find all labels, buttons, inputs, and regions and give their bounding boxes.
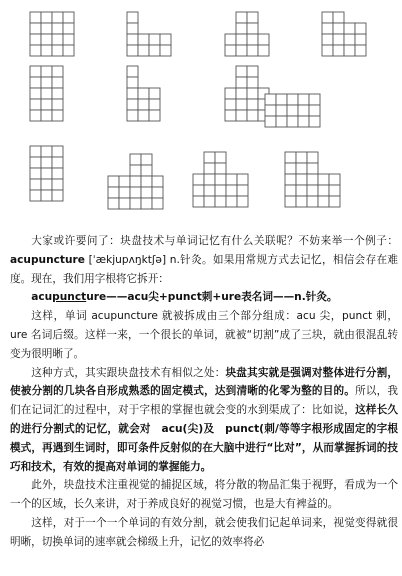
paragraph-2: 这样，单词 acupuncture 就被拆成由三个部分组成：acu 尖，punct 刺，ure 名词后缀。这样一来，一个很长的单词，就被“切割”成了三块，就由很混乱转变为很明晰了。 [10,310,398,360]
grid-cell [41,23,52,34]
grid-cell [285,174,296,185]
grid-cell [322,34,333,45]
grid-cell [30,179,41,190]
grid-cell [130,165,141,176]
grid-cell [204,196,215,207]
grid-cell [329,174,340,185]
grid-cell [296,174,307,185]
grid-cell [296,196,307,207]
grid-cell [41,179,52,190]
grid-cell [30,66,41,77]
grid-cell [355,34,366,45]
grid-cell [52,34,63,45]
formula-line [10,288,398,307]
block-shape-1 [30,12,74,56]
grid-cell [52,190,63,201]
grid-cell [41,34,52,45]
block-shape-9 [30,146,63,201]
grid-cell [52,99,63,110]
grid-cell [265,94,276,105]
grid-cell [329,196,340,207]
grid-cell [138,99,149,110]
grid-cell [236,110,247,121]
formula-rest: ——acu尖+punct刺+ure表名词——n.针灸。 [106,291,338,304]
grid-cell [287,116,298,127]
grid-cell [307,163,318,174]
grid-cell [119,187,130,198]
grid-cell [237,196,248,207]
grid-cell [225,99,236,110]
p1-text: 大家或许要问了：块盘技术与单词记忆有什么关联呢？不妨来举一个例子： [31,235,398,247]
grid-cell [63,12,74,23]
grid-cell [247,110,258,121]
grid-cell [285,163,296,174]
formula-acu: acu [31,291,53,304]
grid-cell [130,187,141,198]
grid-cell [52,157,63,168]
grid-cell [237,185,248,196]
grid-cell [247,99,258,110]
grid-cell [52,23,63,34]
grid-cell [52,66,63,77]
paragraph-1 [10,232,398,288]
grid-cell [63,23,74,34]
grid-cell [287,105,298,116]
grid-cell [127,110,138,121]
grid-cell [247,77,258,88]
grid-cell [215,163,226,174]
grid-cell [276,116,287,127]
grid-cell [130,176,141,187]
grid-cell [52,168,63,179]
block-shape-3 [225,12,269,56]
grid-cell [236,34,247,45]
grid-cell [30,45,41,56]
grid-cell [329,185,340,196]
grid-cell [63,34,74,45]
grid-cell [318,196,329,207]
grid-cell [30,88,41,99]
grid-cell [141,154,152,165]
grid-cell [30,168,41,179]
grid-cell [41,110,52,121]
grid-cell [236,66,247,77]
grid-cell [193,196,204,207]
grid-cell [193,174,204,185]
grid-cell [52,110,63,121]
grid-cell [108,187,119,198]
grid-cell [333,34,344,45]
paragraph-4: 此外，块盘技术注重视觉的捕捉区域，将分散的物品汇集于视野，看成为一个一个的区域，长久来讲，对于养成良好的视觉习惯，也是大有裨益的。 [10,479,398,511]
grid-cell [52,146,63,157]
grid-cell [296,152,307,163]
grid-cell [225,88,236,99]
block-shape-5 [30,66,63,121]
grid-cell [322,45,333,56]
grid-cell [236,45,247,56]
grid-cell [127,45,138,56]
grid-cell [225,34,236,45]
grid-cell [236,23,247,34]
grid-cell [138,88,149,99]
grid-cell [149,45,160,56]
grid-cell [149,34,160,45]
grid-cell [141,198,152,209]
grid-cell [322,23,333,34]
grid-cell [41,168,52,179]
grid-cell [237,174,248,185]
paragraph-3 [10,364,398,477]
grid-cell [307,152,318,163]
grid-cell [344,34,355,45]
grid-cell [215,196,226,207]
grid-cell [276,94,287,105]
grid-cell [41,157,52,168]
grid-cell [30,157,41,168]
grid-cell [52,179,63,190]
grid-cell [333,23,344,34]
grid-cell [355,23,366,34]
grid-cell [225,110,236,121]
p1-rest: n.针灸。如果用常规方式去记忆，相信会存在难度。现在，我们用字根将它拆开： [10,253,398,285]
grid-cell [322,12,333,23]
grid-cell [30,110,41,121]
grid-cell [355,45,366,56]
grid-cell [247,23,258,34]
grid-cell [30,12,41,23]
formula-ure: ure [86,291,107,304]
grid-cell [236,12,247,23]
grid-cell [296,163,307,174]
grid-cell [127,99,138,110]
block-shape-6 [127,66,160,121]
grid-cell [152,187,163,198]
grid-cell [307,174,318,185]
grid-cell [333,45,344,56]
p1-ipa: [ˈækjupʌŋktʃə] [88,253,167,266]
grid-cell [247,88,258,99]
block-shapes-figure [0,0,402,222]
grid-cell [204,163,215,174]
grid-cell [215,174,226,185]
grid-cell [215,152,226,163]
article-body [10,232,398,552]
block-shape-7 [225,66,269,121]
p3-d: 这样长久的进行分割式的记忆，就会对 acu(尖)及 punct(刺/等等字根形成固定的字根模式，再遇到生词时，即可条件反射似的在大脑中进行“比对”，从而掌握拆词的技巧和技术，有效的提高对单词的掌握能力。 [10,404,399,473]
grid-cell [52,45,63,56]
grid-cell [285,152,296,163]
grid-cell [41,66,52,77]
grid-cell [127,34,138,45]
grid-cell [160,34,171,45]
grid-cell [287,94,298,105]
grid-cell [119,176,130,187]
grid-cell [127,88,138,99]
grid-cell [149,88,160,99]
grid-cell [225,45,236,56]
grid-cell [276,105,287,116]
grid-cell [30,77,41,88]
block-shape-12 [285,152,340,207]
grid-cell [141,165,152,176]
grid-cell [63,45,74,56]
grid-cell [226,174,237,185]
grid-cell [258,34,269,45]
grid-cell [265,105,276,116]
grid-cell [108,198,119,209]
paragraph-5: 这样，对于一个一个单词的有效分割，就会使我们记起单词来，视觉变得就很明晰，切换单词的速率就会梯级上升，记忆的效率将必 [10,516,398,548]
grid-cell [193,185,204,196]
grid-cell [152,176,163,187]
grid-cell [30,190,41,201]
grid-cell [130,198,141,209]
grid-cell [215,185,226,196]
grid-cell [204,152,215,163]
grid-cell [149,99,160,110]
grid-cell [296,185,307,196]
grid-cell [138,34,149,45]
grid-cell [298,105,309,116]
grid-cell [309,94,320,105]
grid-cell [265,116,276,127]
grid-cell [30,99,41,110]
formula-punct: punct [52,291,87,304]
block-shape-4 [322,12,366,56]
grid-cell [108,176,119,187]
p3-c: 所以，我们在记词汇的过程中，对于字根的掌握也就会变的水到渠成了：比如说， [10,385,399,417]
grid-cell [141,176,152,187]
grid-cell [307,185,318,196]
grid-cell [298,94,309,105]
grid-cell [285,185,296,196]
grid-cell [236,88,247,99]
p3-b: 块盘其实就是强调对整体进行分割，使被分割的几块各自形成熟悉的固定模式，达到清晰的化零为整的目的。 [10,366,399,398]
grid-cell [127,66,138,77]
grid-cell [30,23,41,34]
grid-cell [52,77,63,88]
grid-cell [344,45,355,56]
grid-cell [298,116,309,127]
grid-cell [141,187,152,198]
grid-cell [204,185,215,196]
grid-cell [226,185,237,196]
grid-cell [41,88,52,99]
block-shape-10 [108,154,163,209]
grid-cell [318,185,329,196]
grid-cell [41,99,52,110]
grid-cell [344,23,355,34]
grid-cell [41,146,52,157]
grid-cell [307,196,318,207]
block-shape-8 [265,94,320,127]
grid-cell [247,34,258,45]
grid-cell [160,45,171,56]
grid-cell [258,45,269,56]
grid-cell [41,12,52,23]
block-shape-2 [127,12,171,56]
grid-cell [309,116,320,127]
grid-cell [127,23,138,34]
block-shape-11 [193,152,248,207]
grid-cell [130,154,141,165]
grid-cell [285,196,296,207]
grid-cell [247,45,258,56]
grid-cell [247,66,258,77]
grid-cell [119,198,130,209]
grid-cell [41,45,52,56]
grid-cell [152,198,163,209]
grid-cell [204,174,215,185]
p3-a: 这种方式，其实跟块盘技术有相似之处： [31,366,226,379]
grid-cell [52,88,63,99]
grid-cell [247,12,258,23]
grid-cell [236,77,247,88]
grid-cell [226,196,237,207]
grid-cell [127,77,138,88]
grid-cell [52,12,63,23]
grid-cell [138,110,149,121]
grid-cell [30,34,41,45]
grid-cell [236,99,247,110]
grid-cell [41,77,52,88]
p1-word: acupuncture [10,253,85,266]
grid-cell [138,45,149,56]
grid-cell [309,105,320,116]
grid-cell [41,190,52,201]
grid-cell [149,110,160,121]
grid-cell [333,12,344,23]
grid-cell [30,146,41,157]
grid-cell [318,174,329,185]
grid-cell [127,12,138,23]
